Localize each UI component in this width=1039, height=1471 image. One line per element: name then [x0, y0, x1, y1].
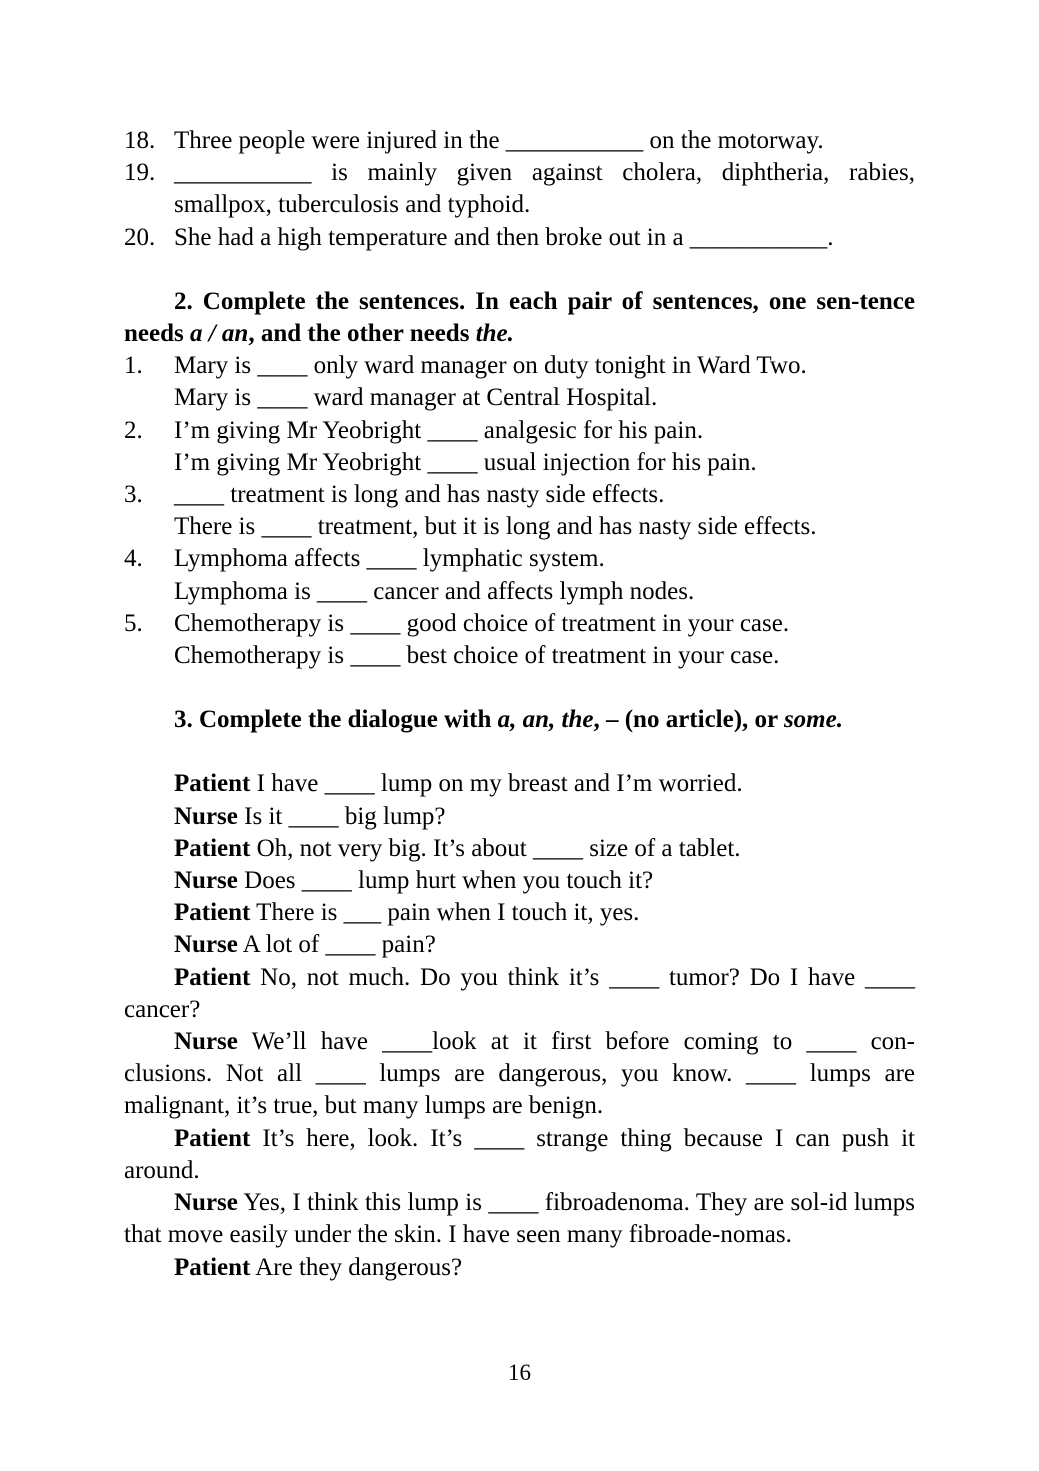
- item-number: 18.: [124, 127, 156, 154]
- dialogue-text: A lot of ____ pain?: [237, 931, 436, 959]
- speaker: Nurse: [174, 1189, 238, 1217]
- speaker: Patient: [174, 1253, 251, 1281]
- dialogue-text: Does ____ lump hurt when you touch it?: [237, 867, 654, 895]
- item-text: Three people were injured in the ___________ on the motorway.: [174, 127, 824, 154]
- exercise1-item: [124, 222, 915, 254]
- dialogue-line: [124, 801, 915, 833]
- speaker: Nurse: [174, 1028, 238, 1056]
- dialogue-line: [124, 865, 915, 897]
- exercise2-item: [124, 608, 915, 672]
- dialogue-text: No, not much. Do you think it’s ____ tumor? Do I have ____ cancer?: [124, 963, 915, 1023]
- dialogue-line: [124, 1252, 915, 1284]
- dialogue-line: [124, 833, 915, 865]
- sentence: Lymphoma is ____ cancer and affects lymph nodes.: [174, 577, 695, 605]
- sentence: Chemotherapy is ____ good choice of treatment in your case.: [174, 609, 790, 637]
- item-number: 20.: [124, 223, 156, 251]
- speaker: Nurse: [174, 931, 238, 959]
- speaker: Patient: [174, 899, 251, 927]
- sentence: Mary is ____ only ward manager on duty tonight in Ward Two.: [174, 352, 807, 380]
- speaker: Nurse: [174, 867, 238, 895]
- item-number: 4.: [124, 545, 143, 573]
- speaker: Patient: [174, 834, 251, 862]
- sentence: There is ____ treatment, but it is long and has nasty side effects.: [174, 513, 817, 541]
- dialogue-line: [124, 1187, 915, 1251]
- speaker: Patient: [174, 770, 251, 798]
- page-number: 16: [508, 1360, 531, 1385]
- speaker: Patient: [174, 963, 251, 991]
- speaker: Patient: [174, 1124, 251, 1152]
- speaker: Nurse: [174, 802, 238, 830]
- dialogue-text: We’ll have ____look at it first before coming to ____ con-clusions. Not all ____ lumps are dangerous, you know. ____ lumps are malignant, it’s true, but many lumps are benign.: [124, 1028, 915, 1120]
- dialogue-text: Yes, I think this lump is ____ fibroadenoma. They are sol-id lumps that move easily under the skin. I have seen many fibroade-nomas.: [124, 1189, 915, 1249]
- item-number: 19.: [124, 159, 156, 187]
- exercise2-item: [124, 479, 915, 543]
- dialogue-line: [124, 962, 915, 1026]
- exercise2-item: [124, 543, 915, 607]
- item-text: She had a high temperature and then broke out in a ___________.: [174, 223, 834, 251]
- exercise2-item: [124, 415, 915, 479]
- exercise2-heading: 2. Complete the sentences. In each pair of sentences, one sen-tence needs a / an, and the other needs the.: [124, 287, 915, 348]
- dialogue-line: [124, 768, 915, 800]
- exercise1-item: [124, 157, 915, 221]
- dialogue-text: Oh, not very big. It’s about ____ size of a tablet.: [250, 834, 741, 862]
- item-text: ___________ is mainly given against cholera, diphtheria, rabies, smallpox, tuberculosis and typhoid.: [174, 159, 915, 219]
- dialogue-line: [124, 929, 915, 961]
- page-content: [124, 125, 915, 1284]
- dialogue-text: There is ___ pain when I touch it, yes.: [250, 899, 640, 927]
- item-number: 2.: [124, 416, 143, 444]
- dialogue-text: Are they dangerous?: [250, 1253, 463, 1281]
- exercise3-heading: 3. Complete the dialogue with a, an, the, – (no article), or some.: [174, 706, 843, 734]
- dialogue-text: I have ____ lump on my breast and I’m worried.: [250, 770, 743, 798]
- sentence: ____ treatment is long and has nasty side effects.: [174, 481, 665, 509]
- sentence: Mary is ____ ward manager at Central Hospital.: [174, 384, 658, 412]
- sentence: I’m giving Mr Yeobright ____ analgesic for his pain.: [174, 416, 704, 444]
- dialogue-line: [124, 897, 915, 929]
- exercise1-item: [124, 125, 915, 157]
- sentence: Chemotherapy is ____ best choice of treatment in your case.: [174, 642, 780, 670]
- item-number: 5.: [124, 609, 143, 637]
- exercise2-item: [124, 350, 915, 414]
- sentence: Lymphoma affects ____ lymphatic system.: [174, 545, 605, 573]
- dialogue-text: It’s here, look. It’s ____ strange thing because I can push it around.: [124, 1124, 915, 1184]
- dialogue-text: Is it ____ big lump?: [237, 802, 446, 830]
- item-number: 1.: [124, 352, 143, 380]
- dialogue-line: [124, 1026, 915, 1123]
- dialogue-line: [124, 1123, 915, 1187]
- sentence: I’m giving Mr Yeobright ____ usual injection for his pain.: [174, 448, 757, 476]
- item-number: 3.: [124, 481, 143, 509]
